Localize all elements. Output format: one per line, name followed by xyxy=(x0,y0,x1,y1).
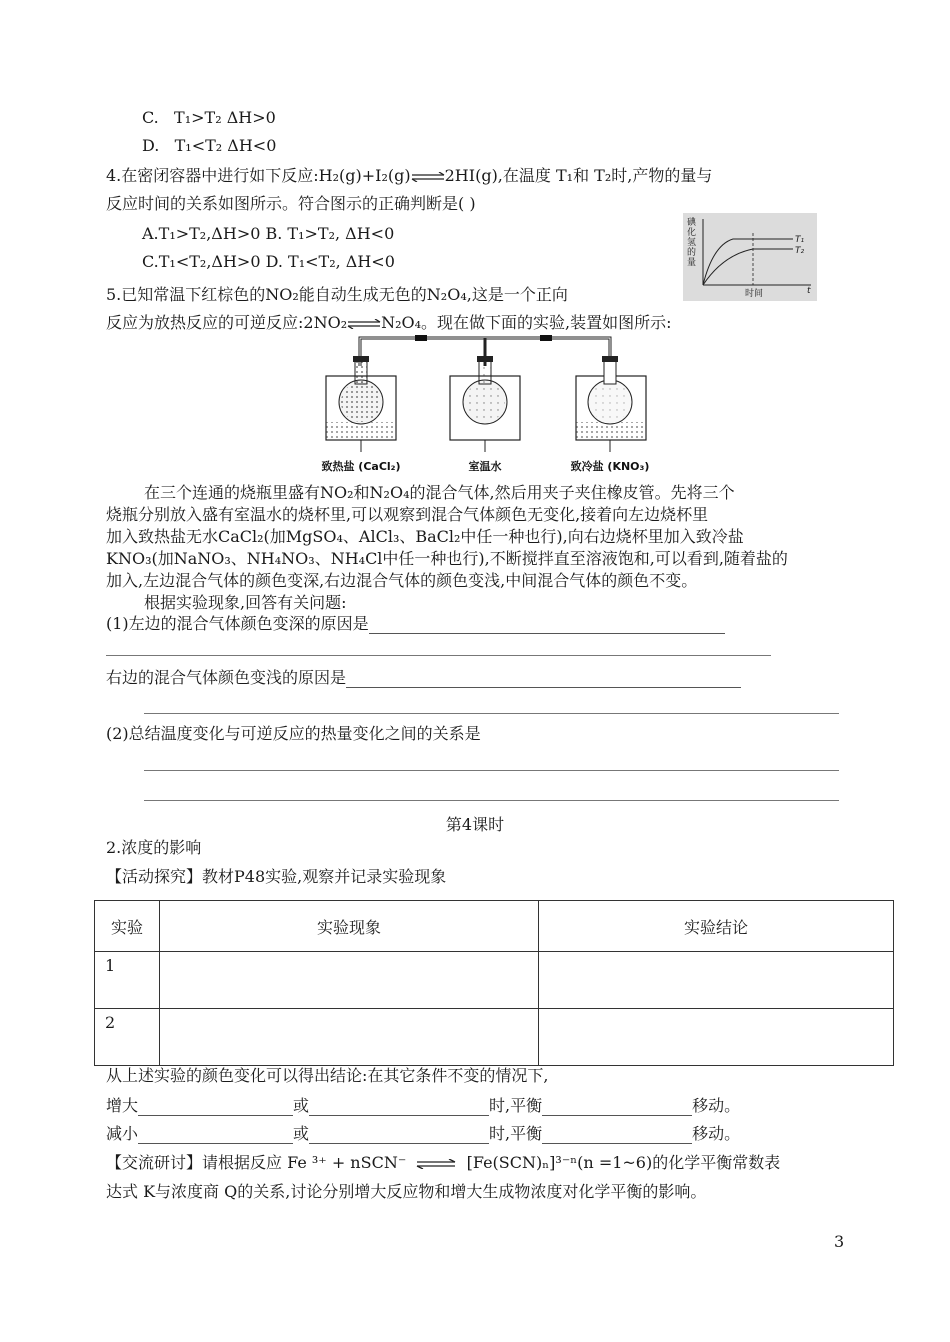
q5-sub1 xyxy=(106,614,725,634)
table-cell-phenomenon-2[interactable] xyxy=(160,1009,539,1066)
q5-para-line3: 加入致热盐无水CaCl₂(加MgSO₄、AlCl₃、BaCl₂中任一种也行),向右边烧杯里加入致冷盐 xyxy=(106,527,744,546)
graph-ylabel-2: 化 xyxy=(687,228,697,238)
label-heating-salt: 致热盐 (CaCl₂) xyxy=(321,460,401,473)
experiment-table xyxy=(94,900,894,1066)
table-header-phenomenon: 实验现象 xyxy=(160,901,539,952)
q5-sub1b xyxy=(106,668,741,688)
q5-para-line4: KNO₃(加NaNO₃、NH₄NO₃、NH₄Cl中任一种也行),不断搅拌直至溶液饱和,可以看到,随着盐的 xyxy=(106,549,788,568)
fill2-d: 移动。 xyxy=(692,1124,741,1143)
graph-ylabel-4: 的 xyxy=(687,248,697,258)
lesson-title: 第4课时 xyxy=(445,815,505,834)
q5-stem-part-b: N₂O₄。现在做下面的实验,装置如图所示: xyxy=(381,313,672,332)
q3-option-c xyxy=(142,108,276,128)
table-cell-conclusion-2[interactable] xyxy=(539,1009,894,1066)
fill1-a: 增大 xyxy=(106,1096,139,1115)
table-cell-exp-2: 2 xyxy=(95,1009,160,1066)
blank-decrease-1[interactable] xyxy=(138,1127,293,1144)
table-cell-phenomenon-1[interactable] xyxy=(160,952,539,1009)
discussion-part-b: [Fe(SCN)ₙ]³⁻ⁿ(n =1~6)的化学平衡常数表 xyxy=(466,1153,781,1172)
option-text: T₁<T₂ ΔH<0 xyxy=(174,136,277,155)
fill1-c: 时,平衡 xyxy=(489,1096,543,1115)
blank-increase-2[interactable] xyxy=(309,1099,489,1116)
answer-line-1b[interactable] xyxy=(106,655,771,656)
table-header-conclusion: 实验结论 xyxy=(539,901,894,952)
activity-heading: 【活动探究】教材P48实验,观察并记录实验现象 xyxy=(106,867,447,886)
clamp-right-icon xyxy=(540,335,552,341)
q5-ask: 根据实验现象,回答有关问题: xyxy=(144,593,347,612)
blank-decrease-3[interactable] xyxy=(542,1127,692,1144)
label-room-water: 室温水 xyxy=(468,460,502,473)
graph-xlabel: 时间 xyxy=(745,289,764,299)
q5-stem-line1: 5.已知常温下红棕色的NO₂能自动生成无色的N₂O₄,这是一个正向 xyxy=(106,285,568,304)
q5-para-line5: 加入,左边混合气体的颜色变深,右边混合气体的颜色变浅,中间混合气体的颜色不变。 xyxy=(106,571,698,590)
q5-stem-part-a: 反应为放热反应的可逆反应:2NO₂ xyxy=(106,313,348,332)
discussion-line2: 达式 K与浓度商 Q的关系,讨论分别增大反应物和增大生成物浓度对化学平衡的影响。 xyxy=(106,1182,707,1201)
three-flask-apparatus-figure xyxy=(320,330,666,476)
fill2-b: 或 xyxy=(293,1124,310,1143)
q4-options-cd: C.T₁<T₂,ΔH>0 D. T₁<T₂, ΔH<0 xyxy=(142,252,395,271)
answer-blank-1[interactable] xyxy=(369,617,725,634)
q5-sub2: (2)总结温度变化与可逆反应的热量变化之间的关系是 xyxy=(106,724,481,743)
reversible-arrow-icon xyxy=(347,319,381,329)
q4-product-time-graph xyxy=(683,213,817,301)
q5-para-line1: 在三个连通的烧瓶里盛有NO₂和N₂O₄的混合气体,然后用夹子夹住橡皮管。先将三个 xyxy=(144,483,735,502)
graph-series-t2: T₂ xyxy=(795,246,805,256)
middle-beaker xyxy=(450,356,520,440)
reversible-arrow-icon xyxy=(411,172,445,182)
graph-t-axis: t xyxy=(807,286,811,296)
clamp-left-icon xyxy=(415,335,427,341)
table-header-row xyxy=(95,901,894,952)
section-heading: 2.浓度的影响 xyxy=(106,838,202,857)
q4-stem-line2: 反应时间的关系如图所示。符合图示的正确判断是( ) xyxy=(106,194,476,213)
answer-blank-2[interactable] xyxy=(346,671,741,688)
table-cell-conclusion-1[interactable] xyxy=(539,952,894,1009)
discussion-part-a: 【交流研讨】请根据反应 Fe ³⁺ + nSCN⁻ xyxy=(106,1153,407,1172)
table-row xyxy=(95,952,894,1009)
q3-option-d xyxy=(142,136,276,156)
table-header-experiment: 实验 xyxy=(95,901,160,952)
option-label: C. xyxy=(142,108,159,127)
graph-series-t1: T₁ xyxy=(795,235,805,245)
page-number: 3 xyxy=(834,1232,845,1251)
graph-ylabel-3: 氢 xyxy=(687,238,697,248)
fill1-d: 移动。 xyxy=(692,1096,741,1115)
q4-stem-line1 xyxy=(106,166,712,186)
right-beaker xyxy=(576,356,646,440)
graph-ylabel-5: 量 xyxy=(687,258,697,268)
graph-ylabel-1: 碘 xyxy=(687,218,697,228)
q4-stem-part-a: 4.在密闭容器中进行如下反应:H₂(g)+I₂(g) xyxy=(106,166,411,185)
q4-options-ab: A.T₁>T₂,ΔH>0 B. T₁>T₂, ΔH<0 xyxy=(142,224,395,243)
q5-sub1-text: (1)左边的混合气体颜色变深的原因是 xyxy=(106,614,369,633)
fill-increase-line xyxy=(106,1096,740,1116)
q5-para-line2: 烧瓶分别放入盛有室温水的烧杯里,可以观察到混合气体颜色无变化,接着向左边烧杯里 xyxy=(106,505,709,524)
discussion-line1 xyxy=(106,1153,780,1173)
answer-line-4[interactable] xyxy=(144,800,839,801)
table-cell-exp-1: 1 xyxy=(95,952,160,1009)
fill2-c: 时,平衡 xyxy=(489,1124,543,1143)
q4-stem-part-b: 2HI(g),在温度 T₁和 T₂时,产物的量与 xyxy=(444,166,713,185)
fill1-b: 或 xyxy=(293,1096,310,1115)
fill2-a: 减小 xyxy=(106,1124,139,1143)
option-label: D. xyxy=(142,136,160,155)
label-cooling-salt: 致冷盐 (KNO₃) xyxy=(570,460,650,473)
conclusion-text: 从上述实验的颜色变化可以得出结论:在其它条件不变的情况下, xyxy=(106,1066,549,1085)
left-beaker xyxy=(326,356,396,440)
q5-sub1b-text: 右边的混合气体颜色变浅的原因是 xyxy=(106,668,347,687)
option-text: T₁>T₂ ΔH>0 xyxy=(174,108,276,127)
reversible-arrow-icon xyxy=(416,1159,456,1169)
table-row xyxy=(95,1009,894,1066)
blank-decrease-2[interactable] xyxy=(309,1127,489,1144)
blank-increase-1[interactable] xyxy=(138,1099,293,1116)
blank-increase-3[interactable] xyxy=(542,1099,692,1116)
answer-line-3[interactable] xyxy=(144,770,839,771)
fill-decrease-line xyxy=(106,1124,740,1144)
answer-line-2b[interactable] xyxy=(144,713,839,714)
